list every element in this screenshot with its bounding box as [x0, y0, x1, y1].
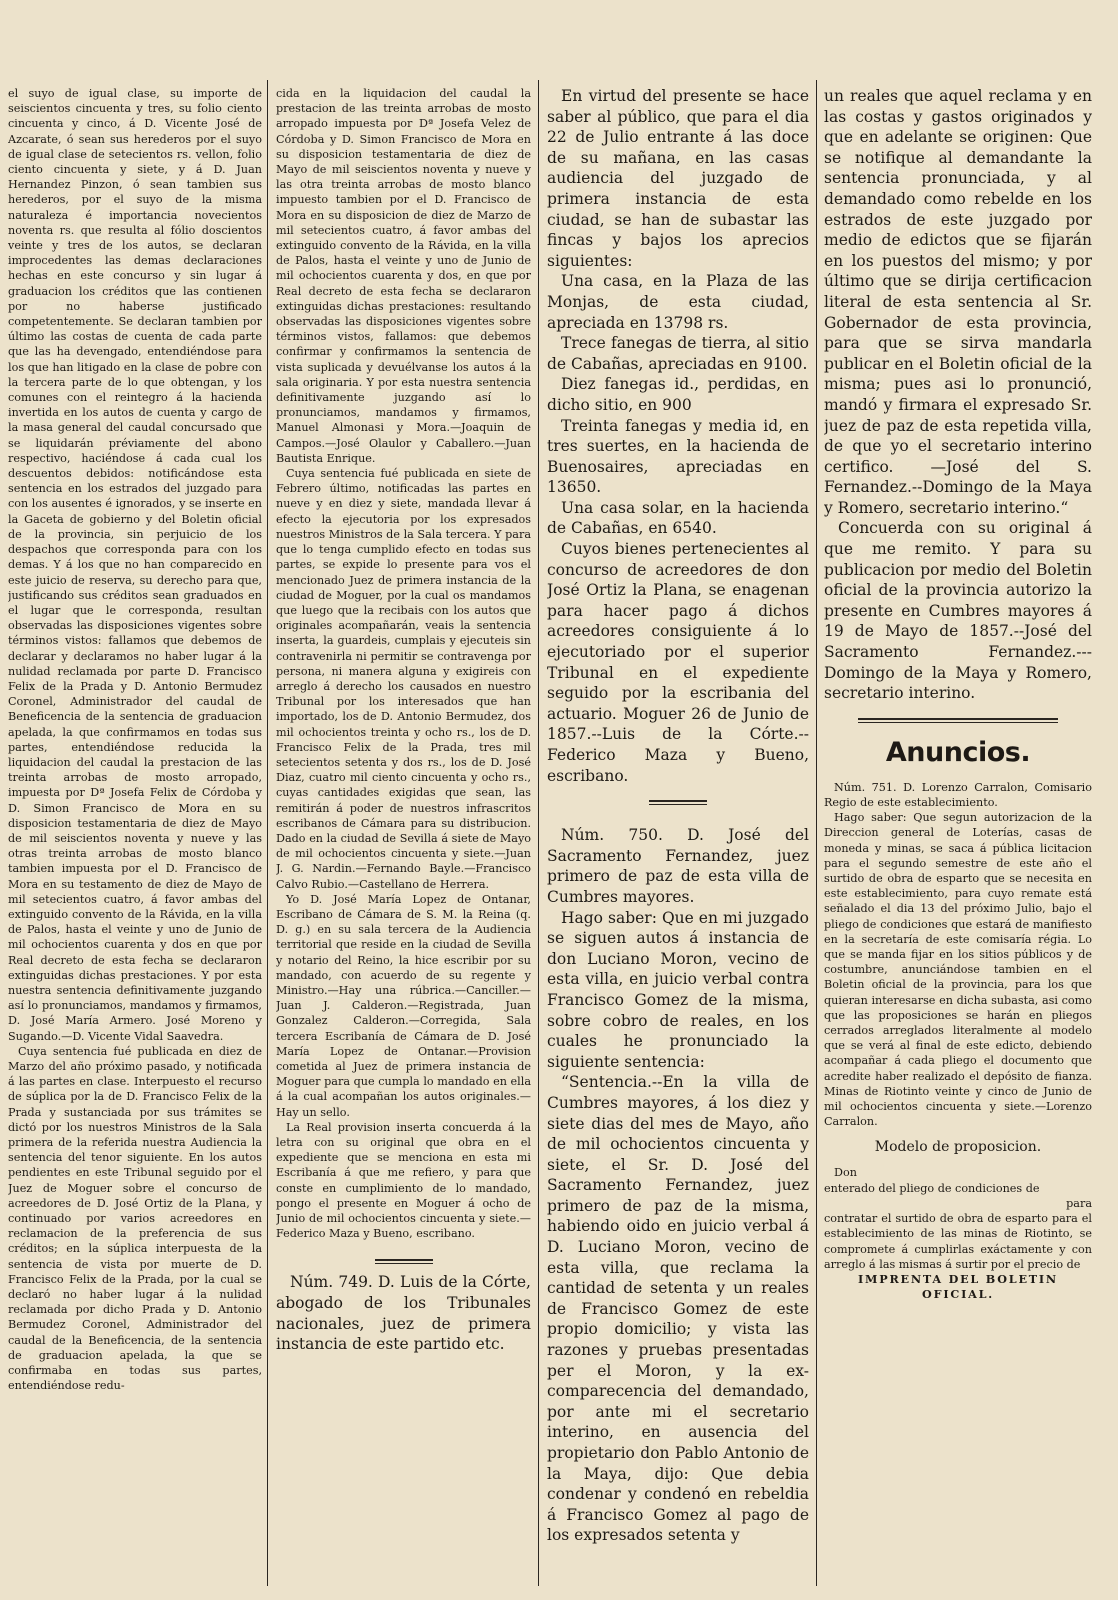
column-1: [8, 86, 262, 1600]
section-separator: [649, 800, 707, 805]
paragraph: Hago saber: Que en mi juzgado se siguen autos á instancia de don Luciano Moron, vecino de esta villa, en juicio verbal contra Francisco Gomez de la misma, sobre cobro de reales, en los cuales he pronunciado la siguiente sentencia:: [547, 908, 809, 1071]
notice-749: Núm. 749. D. Luis de la Córte, abogado de los Tribunales nacionales, juez de primera instancia de este partido etc.: [276, 1273, 531, 1354]
paragraph: Cuya sentencia fué publicada en diez de Marzo del año próximo pasado, y notificada á las partes en clase. Interpuesto el recurso de súplica por la de D. Francisco Felix de la Prada y sustanciada por sus trámites se dictó por los nuestros Ministros de la Sala primera de la referida nuestra Audiencia la sentencia del tenor siguiente. En los autos pendientes en este Tribunal seguido por el Juez de Moguer sobre el concurso de acreedores de D. José Ortiz de la Plana, y continuado por varios acreedores en reclamacion de la preferencia de sus créditos; en la súplica interpuesta de la sentencia de vista por muerte de D. Francisco Felix de la Prada, por la cual se declaró no haber lugar á la nulidad reclamada por dicho Prada y D. Antonio Bermudez Coronel, Administrador del caudal de la Beneficencia, de la sentencia de graduacion apelada, la que se confirmaba en todas sus partes, entendiéndose redu-: [8, 1044, 262, 1393]
paragraph: La Real provision inserta concuerda á la letra con su original que obra en el expediente que se menciona en esta mi Escribanía á que me refiero, y para que conste en cumplimiento de lo mandado, pongo el presente en Moguer á ocho de Junio de mil ochocientos cincuenta y siete.—Federico Maza y Bueno, escribano.: [276, 1120, 531, 1241]
paragraph: Concuerda con su original á que me remito. Y para su publicacion por medio del Boletin oficial de la provincia autorizo la presente en Cumbres mayores á 19 de Mayo de 1857.--José del Sacramento Fernandez.---Domingo de la Maya y Romero, secretario interino.: [824, 519, 1092, 703]
model-title: Modelo de proposicion.: [874, 1139, 1042, 1156]
column-2: [276, 86, 531, 1600]
notice-750: Núm. 750. D. José del Sacramento Fernandez, juez primero de paz de esta villa de Cumbres mayores.: [547, 826, 809, 906]
column-rule: [267, 80, 268, 1586]
paragraph: Cuya sentencia fué publicada en siete de Febrero último, notificadas las partes en nueve y en diez y siete, mandada llevar á efecto la ejecutoria por los expresados nuestros Ministros de la Sala tercera. Y para que lo tenga cumplido efecto en todas sus partes, se expide lo presente para vos el mencionado Juez de primera instancia de la ciudad de Moguer, por la cual os mandamos que luego que la recibais con los autos que originales acompañarán, veais la sentencia inserta, la guardeis, cumplais y ejecuteis sin contravenirla ni permitir se contravenga por persona, ni manera alguna y exigireis con arreglo á derecho los causados en nuestro Tribunal por los interesados que han importado, los de D. Antonio Bermudez, dos mil ochocientos treinta y ocho rs., los de D. Francisco Felix de la Prada, tres mil setecientos setenta y dos rs., los de D. José Diaz, cuatro mil ciento cincuenta y ocho rs., cuyas cantidades exigidas que sean, las remitirán á poder de nuestros infrascritos escribanos de Cámara para su distribucion. Dado en la ciudad de Sevilla á siete de Mayo de mil ochocientos cincuenta y siete.—Juan J. G. Nardin.—Fernando Bayle.—Francisco Calvo Rubio.—Castellano de Herrera.: [276, 467, 531, 891]
paragraph: Una casa solar, en la hacienda de Cabañas, en 6540.: [547, 498, 809, 538]
column-3: [547, 86, 809, 1600]
column-4: [824, 86, 1092, 1600]
notice-751: Núm. 751. D. Lorenzo Carralon, Comisario Regio de este establecimiento.: [824, 780, 1092, 810]
model-body-2: contratar el surtido de obra de esparto para el establecimiento de las minas de Riotinto, se compromete á cumplirlas exáctamente y con arreglo á las mismas á surtir por el precio de: [824, 1212, 1092, 1271]
paragraph: En virtud del presente se hace saber al público, que para el dia 22 de Julio entrante á las doce de su mañana, en las casas audiencia del juzgado de primera instancia de esta ciudad, se han de subastar las fincas y bajos los aprecios siguientes:: [547, 87, 809, 270]
paragraph: Una casa, en la Plaza de las Monjas, de esta ciudad, apreciada en 13798 rs.: [547, 272, 809, 332]
announcement-text: Hago saber: Que segun autorizacion de la Direccion general de Loterías, casas de moneda y minas, se saca á pública licitacion para el segundo semestre de este año el surtido de obra de esparto que se necesita en este establecimiento, para cuyo remate está señalado el dia 13 del próximo Julio, bajo el pliego de condiciones que estará de manifiesto en la secretaría de este comisaría régia. Lo que se manda fijar en los sitios públicos y de costumbre, anunciándose tambien en el Boletin oficial de la provincia, para los que quieran interesarse en dicha subasta, asi como que las proposiciones se harán en pliegos cerrados arreglados literalmente al modelo que se verá al final de este edicto, debiendo acompañar á cada pliego el documento que acredite haber realizado el depósito de fianza. Minas de Riotinto veinte y cinco de Junio de mil ochocientos cincuenta y siete.—Lorenzo Carralon.: [824, 811, 1092, 1129]
announcements-heading: Anuncios.: [885, 736, 1031, 768]
paragraph: Cuyos bienes pertenecientes al concurso de acreedores de don José Ortiz la Plana, se enagenan para hacer pago á dichos acreedores consiguiente á lo ejecutoriado por el superior Tribunal en el expediente seguido por la escribania del actuario. Moguer 26 de Junio de 1857.--Luis de la Córte.--Federico Maza y Bueno, escribano.: [547, 540, 809, 785]
model-body-1: enterado del pliego de condiciones de: [824, 1181, 1040, 1195]
paragraph: cida en la liquidacion del caudal la prestacion de las treinta arrobas de mosto arropado impuesta por Dª Josefa Velez de Córdoba y D. Simon Francisco de Mora en su disposicion testamentaria de diez de Mayo de mil seiscientos noventa y nueve y las otra treinta arrobas de mosto blanco impuesto tambien por el D. Francisco de Mora en su disposicion de diez de Marzo de mil setecientos cuatro, á favor ambas del extinguido convento de la Rávida, en la villa de Palos, hasta el veinte y uno de Junio de mil ochocientos cuarenta y dos, en que por Real decreto de esta fecha se declararon extinguidas dichas prestaciones: resultando observadas las disposiciones vigentes sobre términos vistos, fallamos: que debemos confirmar y confirmamos la sentencia de vista suplicada y devuélvanse los autos á la sala originaria. Y por esta nuestra sentencia definitivamente juzgando así lo pronunciamos, mandamos y firmamos, Manuel Almonasi y Mora.—Joaquin de Campos.—José Olaulor y Caballero.—Juan Bautista Enrique.: [276, 87, 531, 465]
paragraph: un reales que aquel reclama y en las costas y gastos originados y que en adelante se originen: Que se notifique al demandante la sentencia pronunciada, y al demandado como rebelde en los estrados de este juzgado por medio de edictos que se fijarán en los puestos del mismo; y por último que se dirija certificacion literal de esta sentencia al Sr. Gobernador de esta provincia, para que se sirva mandarla publicar en el Boletin oficial de la misma; pues asi lo pronunció, mandó y firmara el expresado Sr. juez de paz de esta repetida villa, de que yo el secretario interino certifico. —José del S. Fernandez.--Domingo de la Maya y Romero, secretario interino.“: [824, 87, 1092, 517]
section-separator: [858, 718, 1058, 723]
paragraph: el suyo de igual clase, su importe de seiscientos cincuenta y tres, su folio ciento cincuenta y cinco, á D. Vicente José de Azcarate, ó sean sus herederos por el suyo de igual clase de setecientos rs. vellon, folio ciento cincuenta y siete, y á D. Juan Hernandez Pinzon, ó sean tambien sus herederos, por el suyo de la misma naturaleza é importancia novecientos noventa rs. que resulta al fólio doscientos veinte y tres de los autos, se declaran improcedentes las demas declaraciones hechas en este concurso y sin lugar á graduacion los créditos que las contienen por no haberse justificado competentemente. Se declaran tambien por último las costas de cuenta de cada parte que las ha devengado, entendiéndose para los que han litigado en la clase de pobre con la tercera parte de lo que obtengan, y los comunes con el reintegro á la hacienda invertida en los autos de cuenta y cargo de la masa general del caudal concursado que se liquidarán préviamente del abono respectivo, haciéndose á cada cual los descuentos debidos: notificándose esta sentencia en los estrados del juzgado para con los ausentes é ignorados, y se inserte en la Gaceta de gobierno y del Boletin oficial de la provincia, sin perjuicio de los despachos que corresponda para con los demas. Y á los que no han comparecido en este juicio de reserva, su derecho para que, justificando sus créditos sean graduados en el lugar que le corresponda, resultan observadas las disposiciones vigentes sobre términos vistos: fallamos que debemos de declarar y declaramos no haber lugar á la nulidad reclamada por parte D. Francisco Felix de la Prada y D. Antonio Bermudez Coronel, Administrador del caudal de Beneficencia de la sentencia de graduacion apelada, la que confirmamos en todas sus partes, entendiéndose reducida la liquidacion del caudal la prestacion de las treinta arrobas de mosto arropado, impuesta por Dª Josefa Felix de Córdoba y D. Simon Francisco de Mora en su disposicion testamentaria de diez de Mayo de mil seiscientos noventa y nueve y las otras treinta arrobas de mosto blanco tambien impuesta por el D. Francisco de Mora en su testamento de diez de Mayo de mil setecientos cuatro, á favor ambas del extinguido convento de la Rávida, en la villa de Palos, hasta el veinte y uno de Junio de mil ochocientos cuarenta y dos en que por Real decreto de esta fecha se declararon extinguidas dichas prestaciones. Y por esta nuestra sentencia definitivamente juzgando así lo pronunciamos, mandamos y firmamos, D. José María Armero. José Moreno y Sugando.—D. Vicente Vidal Saavedra.: [8, 87, 262, 1043]
imprint: IMPRENTA DEL BOLETIN OFICIAL.: [858, 1271, 1058, 1302]
paragraph: Treinta fanegas y media id, en tres suertes, en la hacienda de Buenosaires, apreciadas en 13650.: [547, 416, 809, 497]
section-separator: [375, 1259, 433, 1264]
column-rule: [816, 80, 817, 1586]
model-don: Don: [834, 1166, 857, 1180]
model-para: para: [1066, 1196, 1092, 1210]
paragraph: Trece fanegas de tierra, al sitio de Cabañas, apreciadas en 9100.: [547, 334, 809, 373]
paragraph: Diez fanegas id., perdidas, en dicho sitio, en 900: [547, 375, 809, 414]
column-rule: [538, 80, 539, 1586]
paragraph: Yo D. José María Lopez de Ontanar, Escribano de Cámara de S. M. la Reina (q. D. g.) en su sala tercera de la Audiencia territorial que reside en la ciudad de Sevilla y notario del Reino, la hice escribir por su mandado, con acuerdo de su regente y Ministro.—Hay una rúbrica.—Canciller.—Juan J. Calderon.—Registrada, Juan Gonzalez Calderon.—Corregida, Sala tercera Escribanía de Cámara de D. José María Lopez de Ontanar.—Provision cometida al Juez de primera instancia de Moguer para que cumpla lo mandado en ella á la cual acompañan los autos originales.—Hay un sello.: [276, 892, 531, 1119]
paragraph: “Sentencia.--En la villa de Cumbres mayores, á los diez y siete dias del mes de Mayo, año de mil ochocientos cincuenta y siete, el Sr. D. José del Sacramento Fernandez, juez primero de paz de la misma, habiendo oido en juicio verbal á D. Luciano Moron, vecino de esta villa, que reclama la cantidad de setenta y un reales de Francisco Gomez de este propio domicilio; y vista las razones y pruebas presentadas per el Moron, y la ex-comparecencia del demandado, por ante mi el secretario interino, en ausencia del propietario don Pablo Antonio de la Maya, dijo: Que debia condenar y condenó en rebeldia á Francisco Gomez al pago de los expresados setenta y: [547, 1073, 809, 1545]
